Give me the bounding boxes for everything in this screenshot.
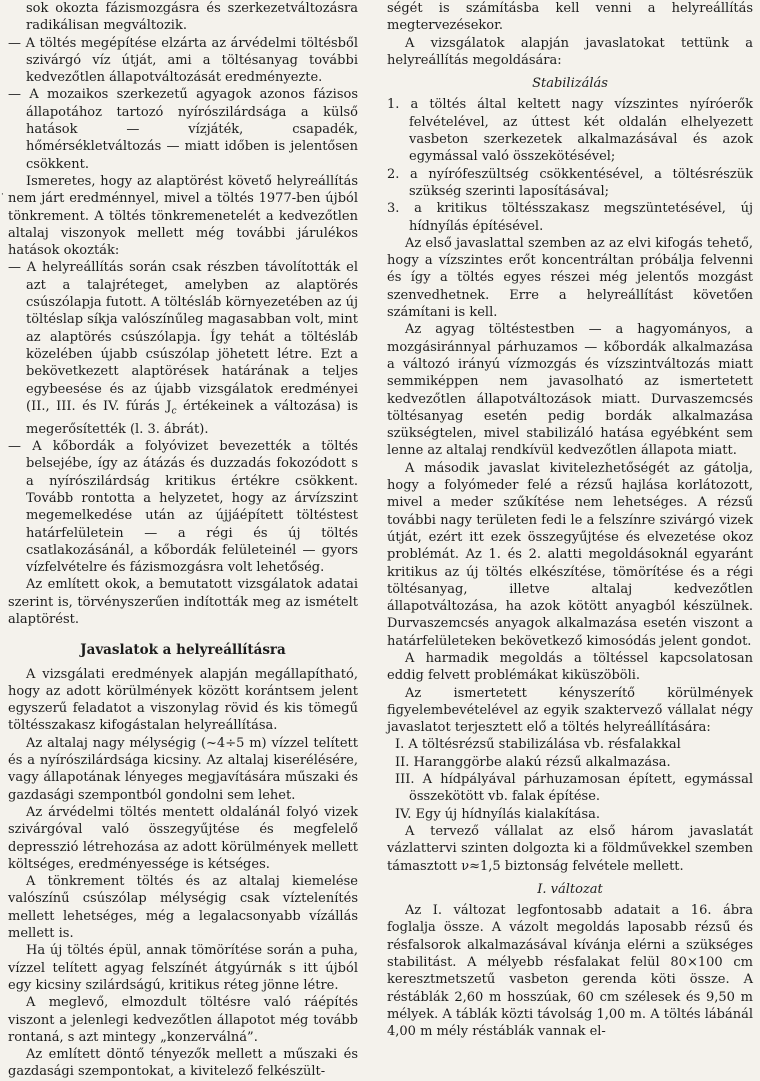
paragraph-text: Az első javaslattal szemben az az elvi kifogás tehető, hogy a vízszintes erőt koncentráltan próbálja felvenni és így a töltés egyes részei még jelentős mozgást szenvedhetnek. Erre a helyreállítást követően számítani is kell. [387, 235, 753, 321]
paragraph-text: 1. a töltés által keltett nagy vízszintes nyíróerők felvételével, az úttest két oldalán elhelyezett vasbeton szerkezetek alkalmazásával és azok egymással való összekötésével; [387, 97, 753, 165]
paragraph-text: ségét is számításba kell venni a helyreállítás megtervezésekor. [387, 1, 753, 34]
margin-dot: · [1, 190, 4, 200]
paragraph-text: Stabilizálás [532, 76, 608, 92]
paragraph-text: A harmadik megoldás a töltéssel kapcsolatosan eddig felvett problémákat kiküszöböli. [387, 650, 753, 684]
left-paragraph [8, 438, 358, 576]
paragraph-text: Javaslatok a helyreállításra [80, 642, 286, 659]
right-paragraph [387, 823, 753, 875]
left-paragraph [8, 994, 358, 1046]
left-paragraph [8, 259, 358, 438]
left-paragraph [8, 942, 358, 994]
left-paragraph [8, 735, 358, 804]
paragraph-text: — A mozaikos szerkezetű agyagok azonos fázisos állapotához tartozó nyírószilárdsága a külső hatások — vízjáték, csapadék, hőmérsékletváltozás — miatt időben is jelentősen csökkent. [8, 87, 358, 172]
right-paragraph [387, 650, 753, 685]
paragraph-text: II. Haranggörbe alakú rézsű alkalmazása. [395, 754, 671, 770]
left-paragraph [8, 642, 358, 659]
left-paragraph [8, 873, 358, 942]
paragraph-text: Ha új töltés épül, annak tömörítése során a puha, vízzel telített agyag felszínét átgyúrnák s itt újból egy kicsiny szilárdságú, kritikus réteg jönne létre. [8, 943, 358, 993]
subscript: c [171, 406, 177, 417]
paragraph-text: III. A hídpályával párhuzamosan épített, egymással összekötött vb. falak építése. [395, 772, 753, 805]
left-paragraph [8, 173, 358, 259]
paragraph-text: — A kőbordák a folyóvizet bevezették a töltés belsejébe, így az átázás és duzzadás fokozódott s a nyírószilárdság kritikus értékre csökkent. Tovább rontotta a helyzetet, hogy az árvízszint megemelkedése után az újjáépített töltéstest határfelületein — a régi és új töltés csatlakozásánál, a kőbordák felületeinél — gyors vízfelvételre és fázismozgásra volt lehetőség. [8, 439, 358, 576]
left-paragraph [8, 1046, 358, 1081]
right-paragraph [387, 754, 753, 771]
paragraph-text: 2. a nyírófeszültség csökkentésével, a töltésrészük szükség szerinti laposításával; [387, 166, 753, 199]
paragraph-text: — A helyreállítás során csak részben távolították el azt a talajréteget, amelyben az alaptörés csúszólapja futott. A töltésláb környezetében az új töltéslap síkja valószínűleg magasabban volt, mint az alaptörés csúszólapja. Így tehát a töltésláb közelében újabb csúszólap jöhetett létre. Ezt a bekövetkezett alaptörések határának a teljes egybeesése és az újabb vizsgálatok eredményei (II., III. és IV. fúrás J [8, 260, 358, 414]
paragraph-text: 3. a kritikus töltésszakasz megszüntetésével, új hídnyílás építésével. [387, 201, 753, 234]
right-paragraph [387, 685, 753, 737]
paragraph-text: Ismeretes, hogy az alaptörést követő helyreállítás nem járt eredménnyel, mivel a töltés 1977-ben újból tönkrement. A töltés tönkremenetelét a kedvezőtlen altalaj viszonyok mellett még további járulékos hatások okozták: [8, 173, 358, 259]
right-paragraph [387, 35, 753, 70]
paragraph-text: Az I. változat legfontosabb adatait a 16. ábra foglalja össze. A vázolt megoldás laposabb rézsű és résfalsorok alkalmazásával kívánja elérni a szükséges stabilitást. A mélyebb résfalakat felül 80×100 cm keresztmetszetű vasbeton gerenda köti össze. A réstáblák 2,60 m hosszúak, 60 cm szélesek és 9,50 m mélyek. A táblák közti távolság 1,00 m. A töltés lábánál 4,00 m mély réstáblák vannak el- [387, 903, 753, 1040]
paragraph-text: I. változat [537, 881, 603, 897]
right-paragraph [387, 96, 753, 165]
right-paragraph [387, 166, 753, 201]
left-column [8, 0, 358, 1081]
paragraph-text: IV. Egy új hídnyílás kialakítása. [395, 806, 601, 822]
paragraph-text-cont: értékeinek a változása) is megerősítették (l. 3. ábrát). [26, 398, 358, 437]
right-paragraph [387, 881, 753, 898]
right-paragraph [387, 0, 753, 35]
right-paragraph [387, 902, 753, 1040]
paragraph-text: A tönkrement töltés és az altalaj kiemelése valószínű csúszólap mélységig csak víztelenítés mellett lehetséges, még a legalacsonyabb vízállás mellett is. [8, 874, 358, 942]
right-paragraph [387, 321, 753, 459]
right-paragraph [387, 235, 753, 321]
right-paragraph [387, 806, 753, 823]
paragraph-text: Az altalaj nagy mélységig (~4÷5 m) vízzel telített és a nyírószilárdsága kicsiny. Az altalaj kiserélésére, vagy állapotának lényeges megjavítására műszaki és gazdasági szempontból gondolni sem lehet. [8, 735, 358, 803]
paragraph-text: I. A töltésrézsű stabilizálása vb. résfalakkal [395, 737, 681, 753]
paragraph-text: Az ismertetett kényszerítő körülmények figyelembevételével az egyik szaktervező vállalat négy javaslatot terjesztett elő a töltés helyreállítására: [387, 685, 753, 736]
paragraph-text: Az említett okok, a bemutatott vizsgálatok adatai szerint is, törvényszerűen indították meg az ismételt alaptörést. [8, 577, 358, 627]
left-paragraph [8, 804, 358, 873]
paragraph-text: A második javaslat kivitelezhetőségét az gátolja, hogy a folyómeder felé a rézsű hajlása korlátozott, mivel a meder szűkítése nem lehetséges. A rézsű további nagy területen fedi le a felszínre szivárgó vizek útját, ezért itt ezek összegyűjtése és elvezetése okoz problémát. Az 1. és 2. alatti megoldásoknál egyaránt kritikus az új töltés elkészítése, tömörítése és a régi töltésanyag, illetve altalaj kedvezőtlen állapotváltozása, ha azok kötött anyagból készülnek. Durvaszemcsés anyagok alkalmazása esetén viszont a határfelületeken bekövetkező kimosódás jelent gondot. [387, 460, 753, 649]
left-paragraph [8, 35, 358, 87]
left-paragraph [8, 666, 358, 735]
paragraph-text: A vizsgálati eredmények alapján megállapítható, hogy az adott körülmények között korántsem jelent egyszerű feladatot a viszonylag rövid és kis tömegű töltésszakasz kifogástalan helyreállítása. [8, 666, 358, 734]
paragraph-text: Az említett döntő tényezők mellett a műszaki és gazdasági szempontokat, a kivitelező felkészült- [8, 1047, 358, 1080]
paragraph-text: A tervező vállalat az első három javaslatát vázlattervi szinten dolgozta ki a földművekkel szemben támasztott ν≈1,5 biztonság felvétele mellett. [387, 823, 753, 874]
paragraph-text: Az árvédelmi töltés mentett oldalánál folyó vizek szivárgóval való összegyűjtése és megfelelő depresszió létrehozása az adott körülmények mellett költséges, eredményessége is kétséges. [8, 804, 358, 872]
left-paragraph [8, 576, 358, 628]
paragraph-text: A meglevő, elmozdult töltésre való ráépítés viszont a jelenlegi kedvezőtlen állapotot még tovább rontaná, s azt mintegy „konzerválná”. [8, 995, 358, 1045]
paragraph-text: sok okozta fázismozgásra és szerkezetváltozásra radikálisan megváltozik. [26, 1, 358, 34]
left-paragraph [8, 86, 358, 172]
left-paragraph [8, 0, 358, 35]
right-paragraph [387, 200, 753, 235]
right-column [387, 0, 753, 1041]
paragraph-text: — A töltés megépítése elzárta az árvédelmi töltésből szivárgó víz útját, ami a töltésanyag további kedvezőtlen állapotváltozását eredményezte. [8, 35, 358, 86]
paragraph-text: A vizsgálatok alapján javaslatokat tettünk a helyreállítás megoldására: [387, 35, 753, 68]
right-paragraph [387, 736, 753, 753]
right-paragraph [387, 75, 753, 92]
right-paragraph [387, 460, 753, 650]
paragraph-text: Az agyag töltéstestben — a hagyományos, a mozgásiránnyal párhuzamos — kőbordák alkalmazása a változó irányú vízmozgás és vízszintváltozás miatt semmiképpen nem javasolható az ismertetett kedvezőtlen állapotváltozások miatt. Durvaszemcsés töltésanyag esetén pedig bordák alkalmazása szükségtelen, mivel stabilizáló hatása egyébként sem lenne az altalaj rendkívül kedvezőtlen állapota miatt. [387, 322, 753, 459]
right-paragraph [387, 771, 753, 806]
